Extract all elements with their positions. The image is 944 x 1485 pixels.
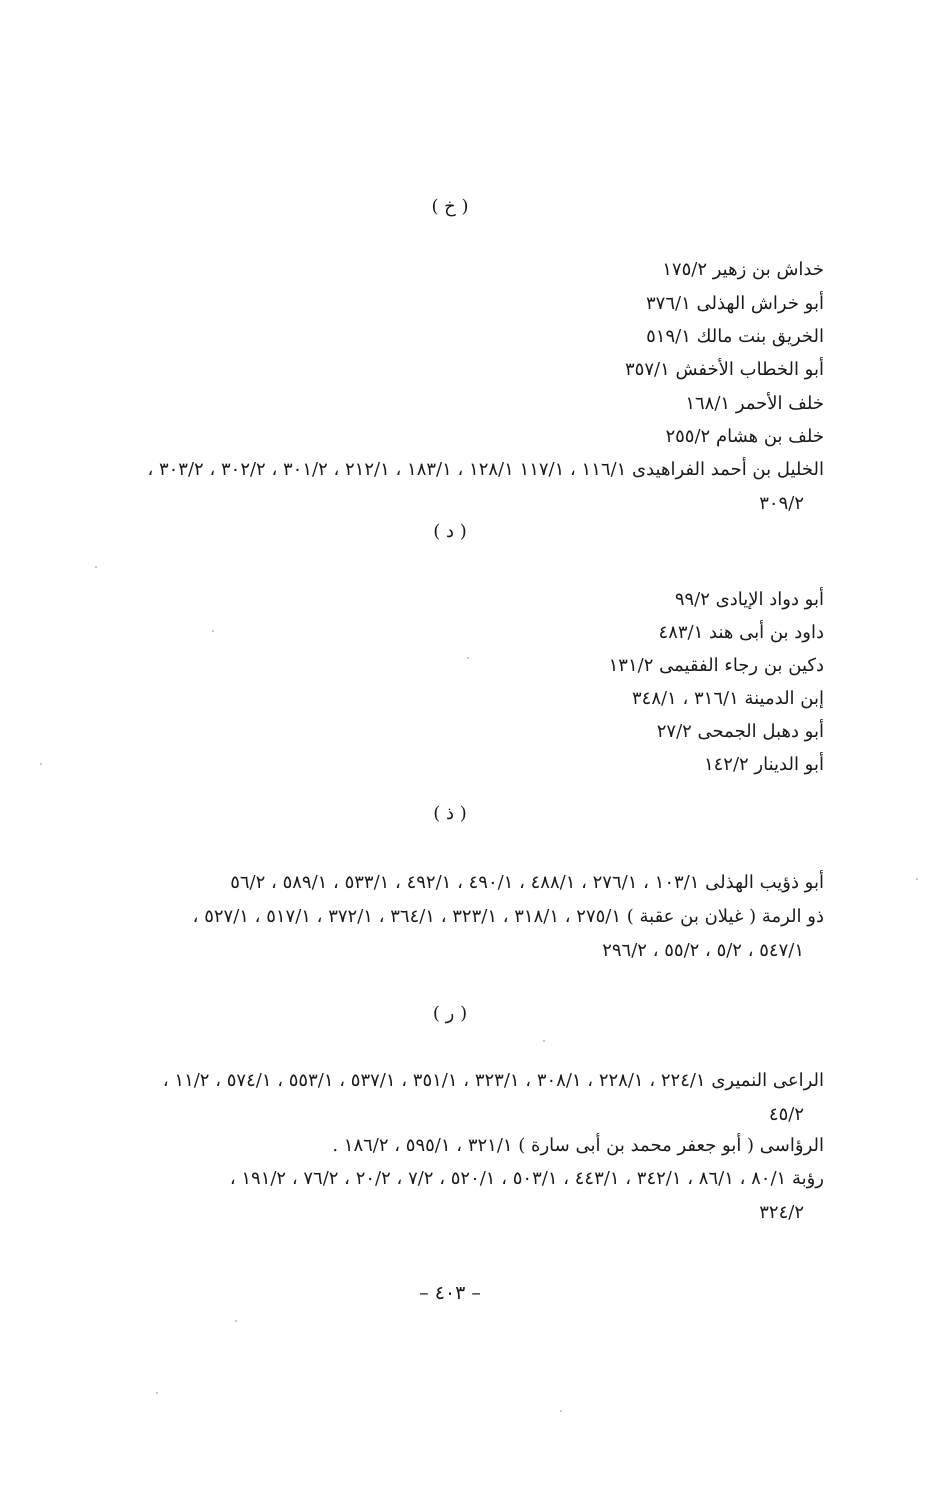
- scan-speck: [212, 630, 214, 632]
- index-entry: أبو دواد الإيادى ٩٩/٢: [674, 589, 824, 610]
- index-entry-multiline: [79, 1064, 824, 1132]
- scan-speck: [95, 566, 97, 568]
- index-entry: الرؤاسى ( أبو جعفر محمد بن أبى سارة ) ٣٢١/١ ، ٥٩٥/١ ، ١٨٦/٢ .: [332, 1135, 824, 1156]
- entry-line: الراعى النميرى ٢٢٤/١ ، ٢٢٨/١ ، ٣٠٨/١ ، ٣٢٣/١ ، ٣٥١/١ ، ٥٣٧/١ ، ٥٥٣/١ ، ٥٧٤/١ ، ١١/٢ ،: [162, 1070, 824, 1091]
- index-entry: داود بن أبى هند ٤٨٣/١: [658, 622, 824, 643]
- entry-continuation: ٣٢٤/٢: [759, 1202, 804, 1223]
- entry-continuation: ٤٥/٢: [768, 1104, 804, 1125]
- scan-speck: [467, 657, 469, 659]
- index-entry: خلف بن هشام ٢٥٥/٢: [665, 426, 824, 447]
- index-entry: أبو دهبل الجمحى ٢٧/٢: [656, 721, 824, 742]
- scan-speck: [40, 763, 42, 765]
- scan-speck: [916, 878, 918, 880]
- index-entry: أبو خراش الهذلى ٣٧٦/١: [646, 293, 824, 314]
- section-heading-dal: ( د ): [433, 521, 467, 542]
- index-entry: الخريق بنت مالك ٥١٩/١: [646, 326, 824, 347]
- scan-speck: [156, 1392, 158, 1394]
- index-entry: إبن الدمينة ٣١٦/١ ، ٣٤٨/١: [631, 688, 824, 709]
- index-entry: أبو ذؤيب الهذلى ١٠٣/١ ، ٢٧٦/١ ، ٤٨٨/١ ، ٤٩٠/١ ، ٤٩٢/١ ، ٥٣٣/١ ، ٥٨٩/١ ، ٥٦/٢: [230, 872, 824, 893]
- section-heading-dhal: ( ذ ): [433, 803, 467, 824]
- index-entry: أبو الخطاب الأخفش ٣٥٧/١: [625, 359, 824, 380]
- section-heading-kha: ( خ ): [431, 196, 469, 217]
- entry-line: رؤبة ٨٠/١ ، ٨٦/١ ، ٣٤٢/١ ، ٤٤٣/١ ، ٥٠٣/١ ، ٥٢٠/١ ، ٧/٢ ، ٢٠/٢ ، ٧٦/٢ ، ١٩١/٢ ،: [229, 1168, 824, 1189]
- entry-continuation: ٥٤٧/١ ، ٥/٢ ، ٥٥/٢ ، ٢٩٦/٢: [602, 940, 804, 961]
- entry-continuation: ٣٠٩/٢: [759, 493, 804, 514]
- index-entry: دكين بن رجاء الفقيمى ١٣١/٢: [608, 655, 824, 676]
- index-entry: أبو الدينار ١٤٢/٢: [703, 754, 824, 775]
- index-entry: خداش بن زهير ١٧٥/٢: [662, 259, 824, 280]
- index-entry-multiline: [79, 1162, 824, 1230]
- index-entry: خلف الأحمر ١٦٨/١: [685, 393, 824, 414]
- section-heading-ra: ( ر ): [432, 1003, 468, 1024]
- entry-line: ذو الرمة ( غيلان بن عقبة ) ٢٧٥/١ ، ٣١٨/١ ، ٣٢٣/١ ، ٣٦٤/١ ، ٣٧٢/١ ، ٥١٧/١ ، ٥٢٧/١ ،: [192, 906, 824, 927]
- scan-speck: [560, 1410, 562, 1412]
- entry-line: الخليل بن أحمد الفراهيدى ١١٦/١ ، ١١٧/١ ١٢٨/١ ، ١٨٣/١ ، ٢١٢/١ ، ٣٠١/٢ ، ٣٠٢/٢ ، ٣٠٣/٢ ،: [147, 459, 824, 480]
- index-entry-multiline: [79, 900, 824, 968]
- index-entry-multiline: [79, 453, 824, 521]
- scan-speck: [543, 1040, 545, 1042]
- page-number: – ٤٠٣ –: [419, 1282, 481, 1304]
- scan-speck: [235, 1320, 237, 1322]
